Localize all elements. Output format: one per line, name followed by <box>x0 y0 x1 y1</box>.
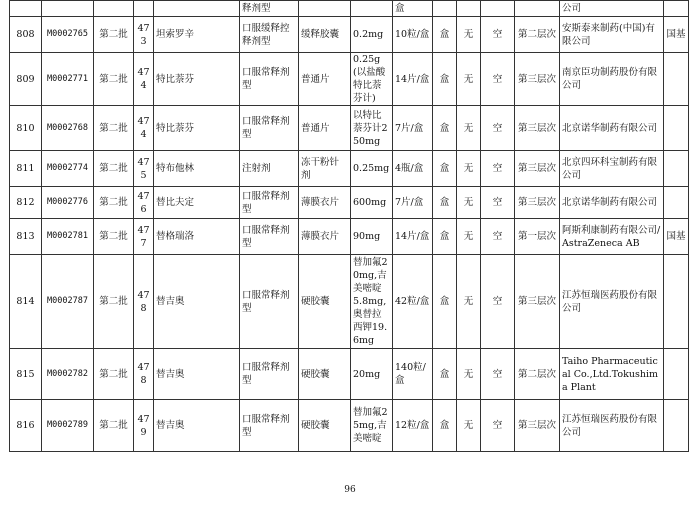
cell-batch: 第二批 <box>94 151 134 187</box>
table-row <box>10 53 689 106</box>
cell-level: 第三层次 <box>515 106 560 151</box>
cell-c1: 无 <box>457 187 481 219</box>
cell-pack: 14片/盒 <box>393 219 433 255</box>
cell-company: 北京四环科宝制药有限公司 <box>560 151 664 187</box>
cell-batch: 第二批 <box>94 106 134 151</box>
cell-spec: 20mg <box>351 349 393 400</box>
cell-batch: 第二批 <box>94 255 134 349</box>
cell-form: 硬胶囊 <box>299 349 351 400</box>
cell-note <box>664 349 689 400</box>
cell-company: 阿斯利康制药有限公司/AstraZeneca AB <box>560 219 664 255</box>
cell-spec: 替加氟25mg,吉美嘧啶 <box>351 400 393 452</box>
cell-pack: 10粒/盒 <box>393 17 433 53</box>
cell-note <box>664 187 689 219</box>
cell-code: M0002789 <box>42 400 94 452</box>
cell-form <box>299 1 351 17</box>
table-row <box>10 151 689 187</box>
drug-catalog-table <box>9 0 689 452</box>
cell-level <box>515 1 560 17</box>
cell-num: 474 <box>134 106 154 151</box>
cell-code: M0002774 <box>42 151 94 187</box>
cell-form: 硬胶囊 <box>299 255 351 349</box>
cell-c2: 空 <box>481 187 515 219</box>
cell-unit: 盒 <box>433 53 457 106</box>
cell-note <box>664 1 689 17</box>
cell-c1: 无 <box>457 17 481 53</box>
cell-note: 国基 <box>664 219 689 255</box>
cell-c1: 无 <box>457 106 481 151</box>
cell-c2: 空 <box>481 17 515 53</box>
cell-num: 474 <box>134 53 154 106</box>
cell-pack: 140粒/盒 <box>393 349 433 400</box>
cell-code: M0002776 <box>42 187 94 219</box>
cell-company: 南京臣功制药股份有限公司 <box>560 53 664 106</box>
cell-unit: 盒 <box>433 151 457 187</box>
cell-form: 冻干粉针剂 <box>299 151 351 187</box>
cell-c1: 无 <box>457 349 481 400</box>
cell-batch <box>94 1 134 17</box>
cell-name: 替比夫定 <box>154 187 240 219</box>
cell-code: M0002787 <box>42 255 94 349</box>
cell-c1: 无 <box>457 400 481 452</box>
cell-form: 薄膜衣片 <box>299 219 351 255</box>
table-row <box>10 187 689 219</box>
cell-category: 口服缓释控释剂型 <box>240 17 299 53</box>
cell-company: 公司 <box>560 1 664 17</box>
cell-pack: 盒 <box>393 1 433 17</box>
cell-c1: 无 <box>457 219 481 255</box>
cell-batch: 第二批 <box>94 219 134 255</box>
cell-seq: 812 <box>10 187 42 219</box>
cell-seq: 815 <box>10 349 42 400</box>
cell-code: M0002768 <box>42 106 94 151</box>
cell-c2: 空 <box>481 400 515 452</box>
cell-name: 替吉奥 <box>154 255 240 349</box>
cell-note <box>664 106 689 151</box>
cell-level: 第三层次 <box>515 255 560 349</box>
cell-form: 硬胶囊 <box>299 400 351 452</box>
cell-unit: 盒 <box>433 17 457 53</box>
cell-name: 替吉奥 <box>154 400 240 452</box>
cell-unit: 盒 <box>433 400 457 452</box>
cell-level: 第三层次 <box>515 400 560 452</box>
cell-category: 注射剂 <box>240 151 299 187</box>
cell-company: 江苏恒瑞医药股份有限公司 <box>560 400 664 452</box>
cell-name <box>154 1 240 17</box>
cell-seq: 816 <box>10 400 42 452</box>
cell-company: 北京诺华制药有限公司 <box>560 187 664 219</box>
cell-category: 口服常释剂型 <box>240 400 299 452</box>
table-body <box>10 1 689 452</box>
cell-category: 口服常释剂型 <box>240 255 299 349</box>
cell-name: 替吉奥 <box>154 349 240 400</box>
cell-category: 口服常释剂型 <box>240 106 299 151</box>
table-row <box>10 349 689 400</box>
cell-batch: 第二批 <box>94 17 134 53</box>
cell-seq: 810 <box>10 106 42 151</box>
cell-level: 第二层次 <box>515 349 560 400</box>
cell-c1: 无 <box>457 255 481 349</box>
cell-category: 口服常释剂型 <box>240 219 299 255</box>
cell-category: 口服常释剂型 <box>240 187 299 219</box>
cell-c1: 无 <box>457 53 481 106</box>
cell-pack: 4瓶/盒 <box>393 151 433 187</box>
table-row <box>10 219 689 255</box>
cell-level: 第三层次 <box>515 151 560 187</box>
cell-spec: 600mg <box>351 187 393 219</box>
cell-name: 坦索罗辛 <box>154 17 240 53</box>
cell-num: 479 <box>134 400 154 452</box>
cell-level: 第三层次 <box>515 53 560 106</box>
cell-category: 口服常释剂型 <box>240 349 299 400</box>
cell-pack: 12粒/盒 <box>393 400 433 452</box>
cell-unit: 盒 <box>433 349 457 400</box>
cell-form: 薄膜衣片 <box>299 187 351 219</box>
cell-c2: 空 <box>481 349 515 400</box>
cell-name: 特布他林 <box>154 151 240 187</box>
cell-spec: 0.25g(以盐酸特比萘芬计) <box>351 53 393 106</box>
cell-unit: 盒 <box>433 219 457 255</box>
cell-note: 国基 <box>664 17 689 53</box>
cell-code: M0002781 <box>42 219 94 255</box>
cell-spec <box>351 1 393 17</box>
page-number: 96 <box>344 485 356 495</box>
cell-unit: 盒 <box>433 255 457 349</box>
cell-seq: 813 <box>10 219 42 255</box>
cell-spec: 90mg <box>351 219 393 255</box>
cell-note <box>664 400 689 452</box>
cell-c1 <box>457 1 481 17</box>
cell-pack: 14片/盒 <box>393 53 433 106</box>
cell-code: M0002782 <box>42 349 94 400</box>
cell-level: 第三层次 <box>515 187 560 219</box>
cell-seq: 811 <box>10 151 42 187</box>
cell-c2: 空 <box>481 106 515 151</box>
cell-company: 北京诺华制药有限公司 <box>560 106 664 151</box>
table-row <box>10 255 689 349</box>
cell-company: Taiho Pharmaceutical Co.,Ltd.Tokushima Plant <box>560 349 664 400</box>
cell-pack: 7片/盒 <box>393 187 433 219</box>
cell-spec: 0.2mg <box>351 17 393 53</box>
cell-num: 478 <box>134 349 154 400</box>
table-row <box>10 1 689 17</box>
cell-num <box>134 1 154 17</box>
cell-c2: 空 <box>481 219 515 255</box>
cell-num: 476 <box>134 187 154 219</box>
cell-unit <box>433 1 457 17</box>
cell-c2 <box>481 1 515 17</box>
cell-name: 特比萘芬 <box>154 53 240 106</box>
cell-category: 口服常释剂型 <box>240 53 299 106</box>
cell-form: 普通片 <box>299 106 351 151</box>
cell-name: 替格瑞洛 <box>154 219 240 255</box>
cell-name: 特比萘芬 <box>154 106 240 151</box>
cell-spec: 替加氟20mg,吉美嘧啶5.8mg,奥替拉西钾19.6mg <box>351 255 393 349</box>
cell-unit: 盒 <box>433 106 457 151</box>
cell-level: 第二层次 <box>515 17 560 53</box>
cell-seq: 809 <box>10 53 42 106</box>
cell-num: 478 <box>134 255 154 349</box>
cell-company: 江苏恒瑞医药股份有限公司 <box>560 255 664 349</box>
cell-c2: 空 <box>481 151 515 187</box>
table-row <box>10 106 689 151</box>
cell-form: 缓释胶囊 <box>299 17 351 53</box>
cell-batch: 第二批 <box>94 53 134 106</box>
cell-note <box>664 151 689 187</box>
cell-code: M0002771 <box>42 53 94 106</box>
cell-num: 475 <box>134 151 154 187</box>
cell-spec: 以特比萘芬计250mg <box>351 106 393 151</box>
cell-c2: 空 <box>481 255 515 349</box>
table-row <box>10 17 689 53</box>
cell-c1: 无 <box>457 151 481 187</box>
cell-unit: 盒 <box>433 187 457 219</box>
cell-seq: 808 <box>10 17 42 53</box>
cell-seq <box>10 1 42 17</box>
cell-spec: 0.25mg <box>351 151 393 187</box>
cell-code <box>42 1 94 17</box>
cell-batch: 第二批 <box>94 187 134 219</box>
cell-num: 477 <box>134 219 154 255</box>
cell-category: 释剂型 <box>240 1 299 17</box>
cell-seq: 814 <box>10 255 42 349</box>
cell-batch: 第二批 <box>94 400 134 452</box>
cell-code: M0002765 <box>42 17 94 53</box>
cell-num: 473 <box>134 17 154 53</box>
cell-batch: 第二批 <box>94 349 134 400</box>
cell-level: 第一层次 <box>515 219 560 255</box>
cell-c2: 空 <box>481 53 515 106</box>
cell-company: 安斯泰来制药(中国)有限公司 <box>560 17 664 53</box>
cell-form: 普通片 <box>299 53 351 106</box>
cell-pack: 7片/盒 <box>393 106 433 151</box>
cell-note <box>664 255 689 349</box>
cell-note <box>664 53 689 106</box>
table-row <box>10 400 689 452</box>
cell-pack: 42粒/盒 <box>393 255 433 349</box>
